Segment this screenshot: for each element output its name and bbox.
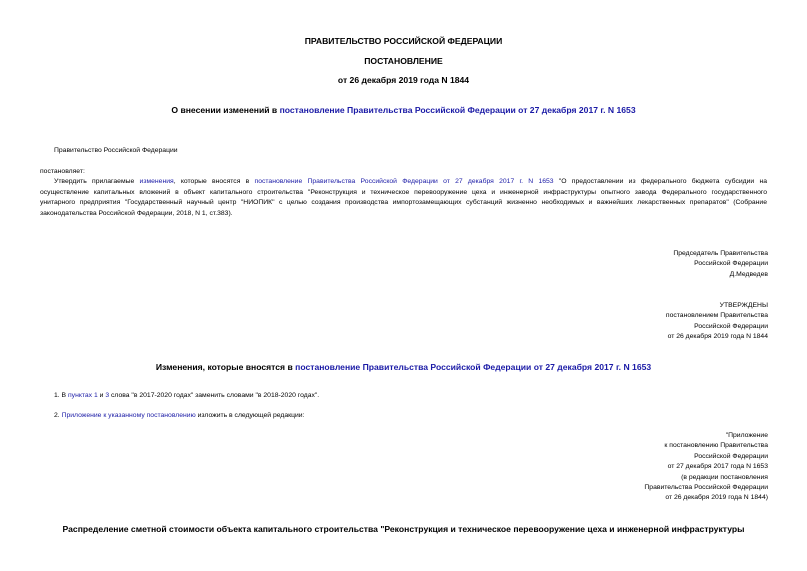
appendix-line-4: от 27 декабря 2017 года N 1653 xyxy=(667,463,768,471)
approved-line-4: от 26 декабря 2019 года N 1844 xyxy=(667,333,768,341)
point-3-link[interactable]: 3 xyxy=(105,392,110,399)
paragraph-line-2: осуществление капитальных вложений в объект капитального строительства "Реконструкция и техническое перевооружение цеха и инженерной инфраструктуры опытного завода Федерального государственного xyxy=(40,188,767,196)
appendix-link[interactable]: Приложение к указанному постановлению xyxy=(61,412,196,419)
item-text: и xyxy=(97,392,106,399)
doc-date-number: от 26 декабря 2019 года N 1844 xyxy=(337,75,470,85)
document-title-link[interactable]: постановление Правительства Российской Федерации от 27 декабря 2017 г. N 1653 xyxy=(279,105,636,115)
approved-line-2: постановлением Правительства xyxy=(665,312,768,320)
item-text: 2. xyxy=(54,412,62,419)
changes-title-link[interactable]: постановление Правительства Российской Федерации от 27 декабря 2017 г. N 1653 xyxy=(295,362,652,372)
document-title-prefix: О внесении изменений в xyxy=(171,105,280,115)
signature-block xyxy=(673,249,768,280)
government-name: Правительство Российской Федерации xyxy=(54,147,178,154)
appendix-block xyxy=(644,431,768,504)
paragraph-line-4: законодательства Российской Федерации, 2018, N 1, ст.383). xyxy=(40,209,233,217)
government-heading: ПРАВИТЕЛЬСТВО РОССИЙСКОЙ ФЕДЕРАЦИИ xyxy=(304,36,503,46)
appendix-line-2: к постановлению Правительства xyxy=(664,442,768,450)
document-title xyxy=(0,105,807,115)
item-text: 1. В xyxy=(54,392,68,399)
approved-block xyxy=(666,301,768,343)
approved-line-3: Российской Федерации xyxy=(694,322,768,330)
main-paragraph xyxy=(40,177,767,219)
changes-title xyxy=(0,362,807,372)
changes-link[interactable]: изменения xyxy=(139,178,174,185)
signature-name: Д.Медведев xyxy=(729,270,768,278)
appendix-line-6: Правительства Российской Федерации xyxy=(644,484,768,492)
appendix-line-3: Российской Федерации xyxy=(694,452,768,460)
paragraph-line-3: унитарного предприятия "Государственный научный центр "НИОПИК" с целью создания производства импортозамещающих субстанций жизненно необходимых и важнейших лекарственных препаратов" (Собрание xyxy=(40,199,767,206)
approved-heading: УТВЕРЖДЕНЫ xyxy=(719,302,768,309)
paragraph-text: , которые вносятся в xyxy=(173,178,255,185)
decree-1653-link[interactable]: постановление Правительства Российской Федерации от 27 декабря 2017 г. N 1653 xyxy=(254,178,554,185)
changes-title-prefix: Изменения, которые вносятся в xyxy=(155,362,296,372)
decrees-text: постановляет: xyxy=(40,168,85,175)
doc-type-heading: ПОСТАНОВЛЕНИЕ xyxy=(364,56,443,66)
appendix-line-1: "Приложение xyxy=(725,432,768,439)
item-1 xyxy=(54,391,319,401)
item-text: изложить в следующей редакции: xyxy=(195,412,305,419)
appendix-line-7: от 26 декабря 2019 года N 1844) xyxy=(665,494,768,502)
item-text: слова "в 2017-2020 годах" заменить словами "в 2018-2020 годах". xyxy=(109,392,320,399)
appendix-line-5: (в редакции постановления xyxy=(681,473,768,481)
paragraph-text: Утвердить прилагаемые xyxy=(54,178,140,185)
signature-country: Российской Федерации xyxy=(694,260,768,268)
signature-position: Председатель Правительства xyxy=(673,250,768,257)
cost-distribution-title: Распределение сметной стоимости объекта капитального строительства "Реконструкция и техническое перевооружение цеха и инженерной инфраструктуры xyxy=(62,524,745,534)
points-1-link[interactable]: пунктах 1 xyxy=(67,392,98,399)
paragraph-text: "О предоставлении из федерального бюджета субсидии на xyxy=(553,178,767,185)
paragraph-line-1 xyxy=(40,177,767,188)
item-2 xyxy=(54,411,305,421)
